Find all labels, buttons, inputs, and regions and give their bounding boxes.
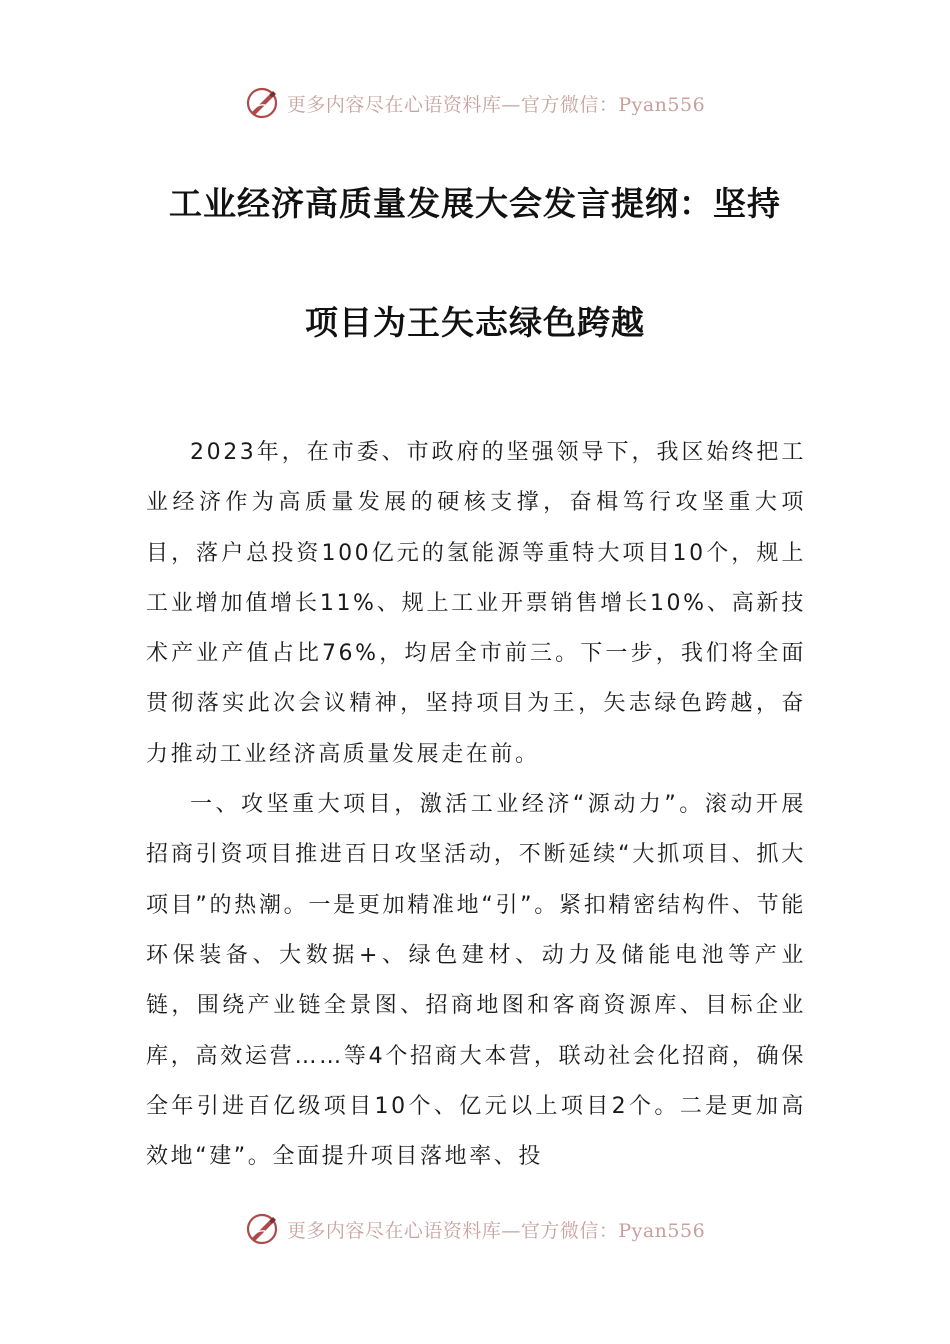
- watermark-header: [0, 86, 950, 120]
- document-title-line-2: 项目为王矢志绿色跨越: [305, 303, 645, 342]
- pen-circle-logo-icon: [245, 86, 279, 120]
- watermark-text: 更多内容尽在心语资料库—官方微信：Pyan556: [286, 1219, 706, 1242]
- pen-circle-logo-icon: [245, 1212, 279, 1246]
- watermark-footer: [0, 1212, 950, 1246]
- paragraph-section-1: 一、攻坚重大项目，激活工业经济“源动力”。滚动开展招商引资项目推进百日攻坚活动，不断延续“大抓项目、抓大项目”的热潮。一是更加精准地“引”。紧扣精密结构件、节能环保装备、大数据+、绿色建材、动力及储能电池等产业链，围绕产业链全景图、招商地图和客商资源库、目标企业库，高效运营……等4个招商大本营，联动社会化招商，确保全年引进百亿级项目10个、亿元以上项目2个。二是更加高效地“建”。全面提升项目落地率、投: [146, 792, 806, 1170]
- document-body: [146, 428, 806, 1182]
- paragraph-intro: 2023年，在市委、市政府的坚强领导下，我区始终把工业经济作为高质量发展的硬核支撑，奋楫笃行攻坚重大项目，落户总投资100亿元的氢能源等重特大项目10个，规上工业增加值增长11%、规上工业开票销售增长10%、高新技术产业产值占比76%，均居全市前三。下一步，我们将全面贯彻落实此次会议精神，坚持项目为王，矢志绿色跨越，奋力推动工业经济高质量发展走在前。: [146, 440, 806, 767]
- watermark-text: 更多内容尽在心语资料库—官方微信：Pyan556: [286, 93, 706, 116]
- document-title-line-1: 工业经济高质量发展大会发言提纲：坚持: [169, 184, 781, 223]
